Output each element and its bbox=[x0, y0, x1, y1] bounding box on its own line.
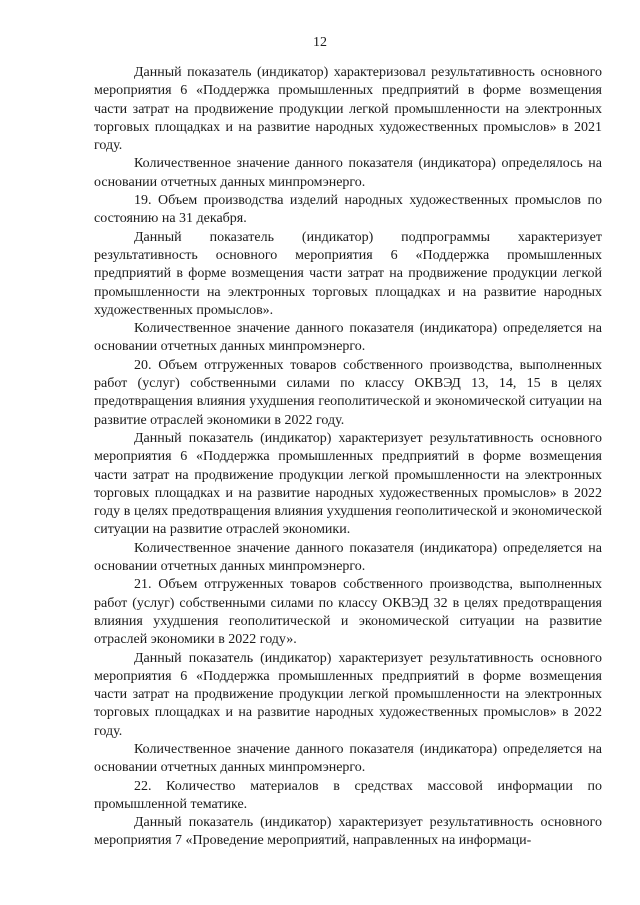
paragraph: Количественное значение данного показателя (индикатора) определялось на основании отчетных данных минпромэнерго. bbox=[94, 156, 602, 190]
paragraph: 19. Объем производства изделий народных художественных промыслов по состоянию на 31 декабря. bbox=[94, 193, 602, 227]
paragraph: Количественное значение данного показателя (индикатора) определяется на основании отчетных данных минпромэнерго. bbox=[94, 741, 602, 776]
paragraph: 22. Количество материалов в средствах массовой информации по промышленной тематике. bbox=[94, 778, 602, 812]
paragraph: Данный показатель (индикатор) подпрограммы характеризует результативность основного мероприятия 6 «Поддержка промышленных предприятий в форме возмещения части затрат на продвижение продукции легкой промышленности на электронных торговых площадках и на развитие народных художественных промыслов». bbox=[94, 229, 602, 318]
paragraph: Данный показатель (индикатор) характеризует результативность основного мероприятия 6 «Поддержка промышленных предприятий в форме возмещения части затрат на продвижение продукции легкой промышленности на электронных торговых площадках и на развитие народных художественных промыслов» в 2022 году. bbox=[94, 650, 602, 739]
paragraph: Данный показатель (индикатор) характеризовал результативность основного мероприятия 6 «Поддержка промышленных предприятий в форме возмещения части затрат на продвижение продукции легкой промышленности на электронных торговых площадках и на развитие народных художественных промыслов» в 2021 году. bbox=[94, 65, 602, 154]
document-body bbox=[94, 64, 602, 851]
page-number: 12 bbox=[313, 35, 327, 50]
paragraph: Количественное значение данного показателя (индикатора) определяется на основании отчетных данных минпромэнерго. bbox=[94, 321, 602, 355]
paragraph: Данный показатель (индикатор) характеризует результативность основного мероприятия 7 «Проведение мероприятий, направленных на информаци- bbox=[94, 815, 602, 849]
paragraph: Количественное значение данного показателя (индикатора) определяется на основании отчетных данных минпромэнерго. bbox=[94, 540, 602, 575]
paragraph: Данный показатель (индикатор) характеризует результативность основного мероприятия 6 «Поддержка промышленных предприятий в форме возмещения части затрат на продвижение продукции легкой промышленности на электронных торговых площадках и на развитие народных художественных промыслов» в 2022 году в целях предотвращения влияния ухудшения геополитической и экономической ситуации на развитие отраслей экономики. bbox=[94, 430, 602, 538]
paragraph: 20. Объем отгруженных товаров собственного производства, выполненных работ (услуг) собственными силами по классу ОКВЭД 13, 14, 15 в целях предотвращения влияния ухудшения геополитической и экономической ситуации на развитие отраслей экономики в 2022 году. bbox=[94, 357, 602, 428]
paragraph: 21. Объем отгруженных товаров собственного производства, выполненных работ (услуг) собственными силами по классу ОКВЭД 32 в целях предотвращения влияния ухудшения геополитической и экономической ситуации на развитие отраслей экономики в 2022 году». bbox=[94, 577, 602, 648]
